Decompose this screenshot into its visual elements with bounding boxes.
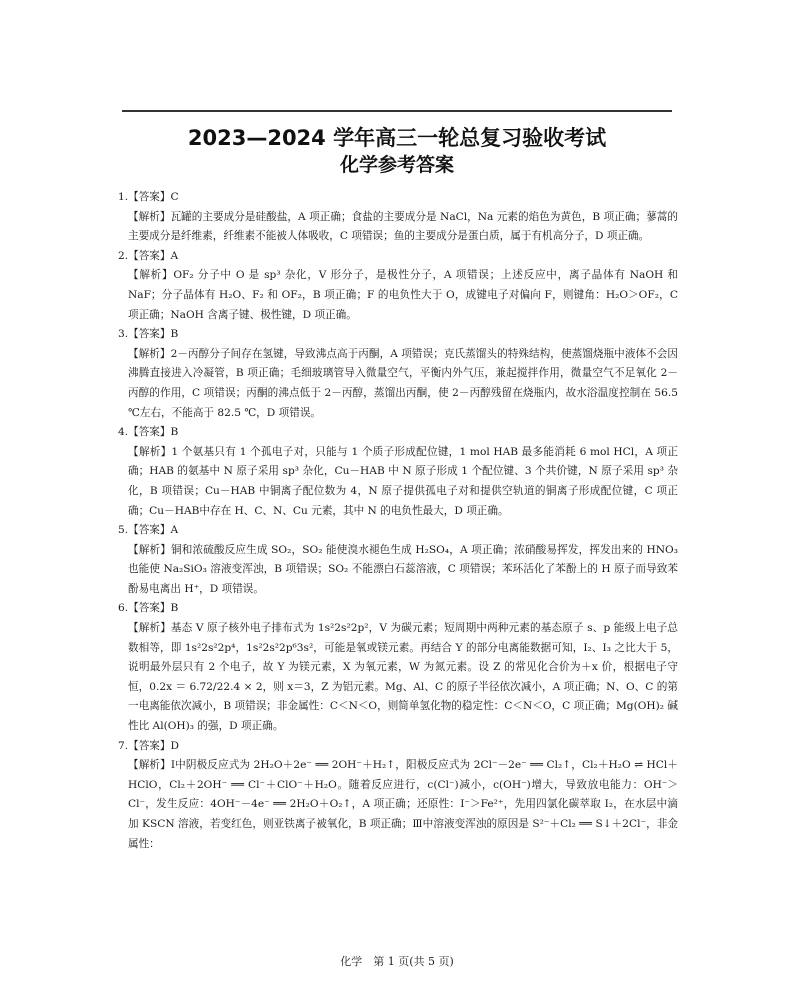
explanation: 【解析】1 个氨基只有 1 个孤电子对，只能与 1 个质子形成配位键，1 mol HAB 最多能消耗 6 mol HCl，A 项正确；HAB 的氨基中 N 原子采用 sp³ 杂化，Cu－HAB 中 N 原子形成 1 个配位键、3 个共价键，N 原子采用 sp³ 杂化，B 项错误；Cu－HAB 中铜离子配位数为 4，N 原子提供孤电子对和提供空轨道的铜离子形成配位键，C 项正确；Cu－HAB中存在 H、C、N、Cu 元素，其中 N 的电负性最大，D 项正确。 bbox=[128, 445, 678, 517]
answer-line: 2.【答案】A bbox=[118, 249, 179, 262]
answer-line: 3.【答案】B bbox=[118, 328, 179, 341]
explanation: 【解析】基态 V 原子核外电子排布式为 1s²2s²2p²，V 为碳元素；短周期中两种元素的基态原子 s、p 能级上电子总数相等，即 1s²2s²2p⁴，1s²2s²2p⁶3s²，可能是氧或镁元素。再结合 Y 的部分电离能数据可知，I₂、I₃ 之比大于 5，说明最外层只有 2 个电子，故 Y 为镁元素，X 为氧元素，W 为氮元素。设 Z 的常见化合价为＋x 价，根据电子守恒，0.2x ＝ 6.72/22.4 × 2，则 x＝3，Z 为铝元素。Mg、Al、C 的原子半径依次减小，A 项正确；N、O、C 的第一电离能依次减小，B 项错误；非金属性：C＜N＜O，则简单氢化物的稳定性：C＜N＜O，C 项正确；Mg(OH)₂ 碱性比 Al(OH)₃ 的强，D 项正确。 bbox=[128, 622, 678, 733]
answer-line: 7.【答案】D bbox=[118, 739, 179, 752]
question-1 bbox=[118, 188, 678, 247]
question-5 bbox=[118, 521, 678, 599]
question-4 bbox=[118, 423, 678, 521]
explanation: 【解析】瓦罐的主要成分是硅酸盐，A 项正确；食盐的主要成分是 NaCl，Na 元素的焰色为黄色，B 项正确；蓼蒿的主要成分是纤维素，纤维素不能被人体吸收，C 项错误；鱼的主要成分是蛋白质，属于有机高分子，D 项正确。 bbox=[128, 210, 678, 243]
explanation: 【解析】2－丙醇分子间存在氢键，导致沸点高于丙酮，A 项错误；克氏蒸馏头的特殊结构，使蒸馏烧瓶中液体不会因沸腾直接进入冷凝管，B 项正确；毛细玻璃管导入微量空气，平衡内外气压，兼起搅拌作用，微量空气不足氧化 2－丙醇的作用，C 项错误；丙酮的沸点低于 2－丙醇，蒸馏出丙酮，使 2－丙醇残留在烧瓶内，故水浴温度控制在 56.5 ℃左右，不能高于 82.5 ℃，D 项错误。 bbox=[128, 347, 678, 419]
explanation: 【解析】铜和浓硫酸反应生成 SO₂，SO₂ 能使溴水褪色生成 H₂SO₄，A 项正确；浓硝酸易挥发，挥发出来的 HNO₃ 也能使 Na₂SiO₃ 溶液变浑浊，B 项错误；SO₂ 不能漂白石蕊溶液，C 项错误；苯环活化了苯酚上的 H 原子而导致苯酚易电离出 H⁺，D 项错误。 bbox=[128, 543, 678, 595]
answer-line: 5.【答案】A bbox=[118, 524, 179, 537]
answer-line: 6.【答案】B bbox=[118, 602, 179, 615]
question-6 bbox=[118, 599, 678, 736]
answer-list bbox=[118, 188, 678, 854]
top-rule bbox=[122, 110, 672, 112]
page-footer: 化学 第 1 页(共 5 页) bbox=[340, 955, 454, 968]
explanation: 【解析】Ⅰ中阴极反应式为 2H₂O＋2e⁻ ══ 2OH⁻＋H₂↑，阳极反应式为 2Cl⁻－2e⁻ ══ Cl₂↑，Cl₂＋H₂O ⇌ HCl＋HClO，Cl₂＋2OH⁻ ══ Cl⁻＋ClO⁻＋H₂O。随着反应进行，c(Cl⁻)减小，c(OH⁻)增大，导致放电能力：OH⁻＞Cl⁻，发生反应：4OH⁻－4e⁻ ══ 2H₂O＋O₂↑，A 项正确；还原性：I⁻＞Fe²⁺，先用四氯化碳萃取 I₂，在水层中滴加 KSCN 溶液，若变红色，则亚铁离子被氧化，B 项正确；Ⅲ中溶液变浑浊的原因是 S²⁻＋Cl₂ ══ S↓＋2Cl⁻，非金属性： bbox=[128, 759, 678, 850]
question-7 bbox=[118, 737, 678, 855]
explanation: 【解析】OF₂ 分子中 O 是 sp³ 杂化，V 形分子，是极性分子，A 项错误；上述反应中，离子晶体有 NaOH 和 NaF；分子晶体有 H₂O、F₂ 和 OF₂，B 项正确；F 的电负性大于 O，成键电子对偏向 F，则键角：H₂O＞OF₂，C 项正确；NaOH 含离子键、极性键，D 项正确。 bbox=[128, 269, 678, 321]
page-subtitle: 化学参考答案 bbox=[339, 154, 454, 176]
answer-line: 4.【答案】B bbox=[118, 426, 179, 439]
question-3 bbox=[118, 325, 678, 423]
answer-line: 1.【答案】C bbox=[118, 191, 179, 203]
page-title: 2023—2024 学年高三一轮总复习验收考试 bbox=[187, 126, 607, 150]
question-2 bbox=[118, 247, 678, 325]
